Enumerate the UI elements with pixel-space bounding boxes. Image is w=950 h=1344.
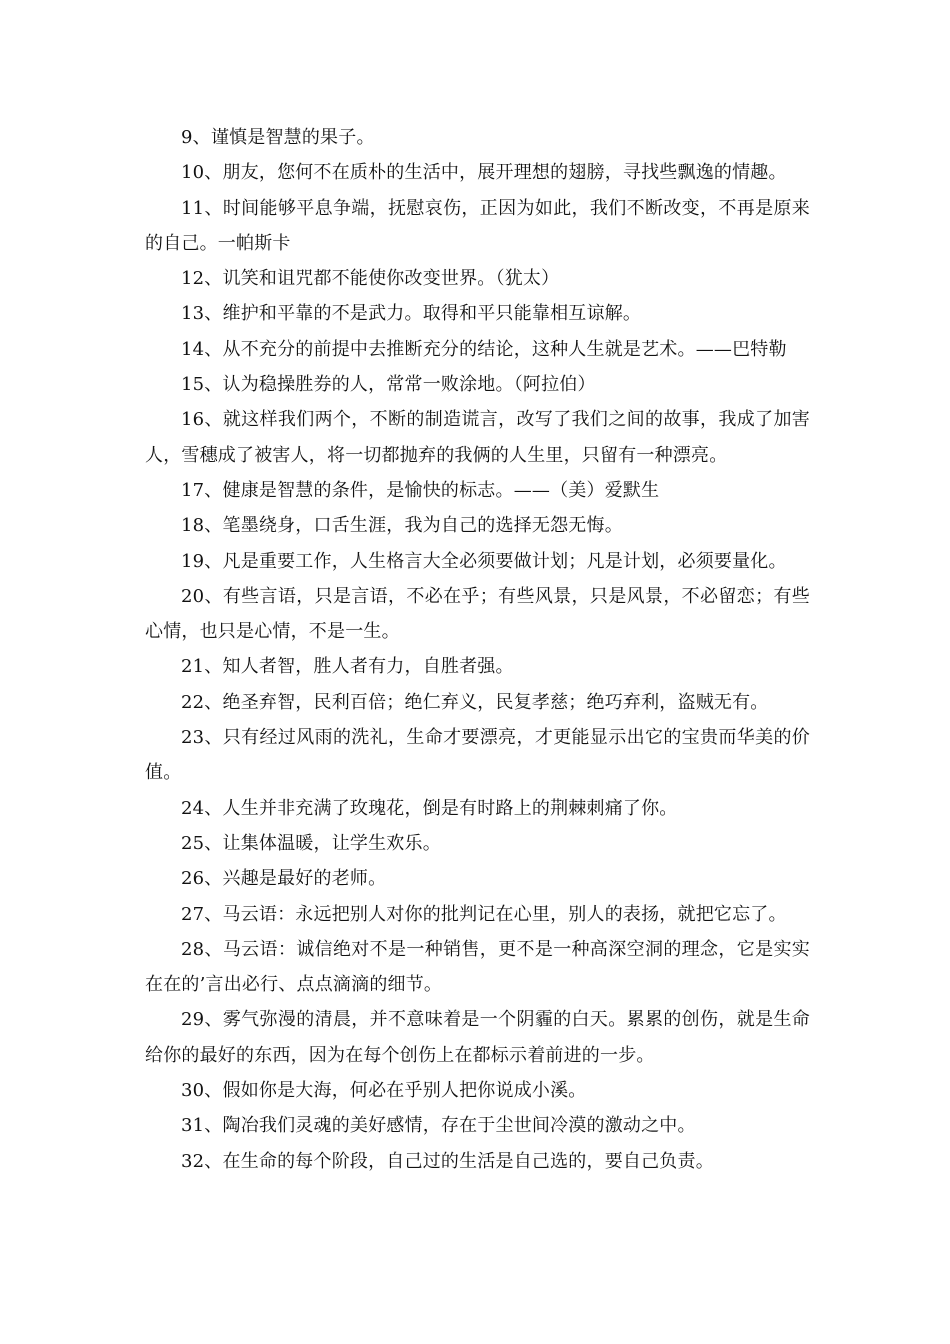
quote-item: 32、在生命的每个阶段，自己过的生活是自己选的，要自己负责。 (181, 1150, 714, 1172)
quote-item: 30、假如你是大海，何必在乎别人把你说成小溪。 (181, 1080, 587, 1102)
quote-item: 15、认为稳操胜券的人，常常一败涂地。（阿拉伯） (181, 374, 596, 396)
quote-item: 12、讥笑和诅咒都不能使你改变世界。（犹太） (181, 268, 560, 290)
quote-item: 22、绝圣弃智，民利百倍；绝仁弃义，民复孝慈；绝巧弃利，盗贼无有。 (181, 691, 769, 713)
quote-item: 31、陶冶我们灵魂的美好感情，存在于尘世间冷漠的激动之中。 (181, 1115, 696, 1137)
quote-item: 13、维护和平靠的不是武力。取得和平只能靠相互谅解。 (181, 303, 642, 325)
quote-item: 19、凡是重要工作，人生格言大全必须要做计划；凡是计划，必须要量化。 (181, 550, 787, 572)
quote-item: 11、时间能够平息争端，抚慰哀伤，正因为如此，我们不断改变，不再是原来的自己。一帕斯卡 (145, 197, 810, 254)
quote-item: 24、人生并非充满了玫瑰花，倒是有时路上的荆棘刺痛了你。 (181, 797, 678, 819)
quote-item: 28、马云语：诚信绝对不是一种销售，更不是一种高深空洞的理念，它是实实在在的’言出必行、点点滴滴的细节。 (145, 938, 810, 996)
quote-item: 17、健康是智慧的条件，是愉快的标志。——（美）爱默生 (181, 479, 660, 501)
quote-item: 29、雾气弥漫的清晨，并不意味着是一个阴霾的白天。累累的创伤，就是生命给你的最好的东西，因为在每个创伤上在都标示着前进的一步。 (145, 1009, 810, 1066)
quote-item: 25、让集体温暖，让学生欢乐。 (181, 832, 441, 854)
quote-item: 26、兴趣是最好的老师。 (181, 868, 387, 890)
quote-item: 14、从不充分的前提中去推断充分的结论，这种人生就是艺术。——巴特勒 (181, 338, 787, 360)
quote-item: 16、就这样我们两个，不断的制造谎言，改写了我们之间的故事，我成了加害人，雪穗成了被害人，将一切都抛弃的我俩的人生里，只留有一种漂亮。 (145, 409, 810, 466)
quote-item: 10、朋友，您何不在质朴的生活中，展开理想的翅膀，寻找些飘逸的情趣。 (181, 162, 787, 184)
quote-item: 27、马云语：永远把别人对你的批判记在心里，别人的表扬，就把它忘了。 (181, 903, 787, 925)
quote-item: 20、有些言语，只是言语，不必在乎；有些风景，只是风景，不必留恋；有些心情，也只是心情，不是一生。 (145, 585, 810, 643)
quote-item: 18、笔墨绕身，口舌生涯，我为自己的选择无怨无悔。 (181, 515, 623, 537)
quote-item: 23、只有经过风雨的洗礼，生命才要漂亮，才更能显示出它的宝贵而华美的价值。 (145, 727, 810, 784)
quote-item: 21、知人者智，胜人者有力，自胜者强。 (181, 656, 514, 678)
quote-list (145, 120, 810, 1179)
quote-item: 9、谨慎是智慧的果子。 (181, 127, 375, 148)
